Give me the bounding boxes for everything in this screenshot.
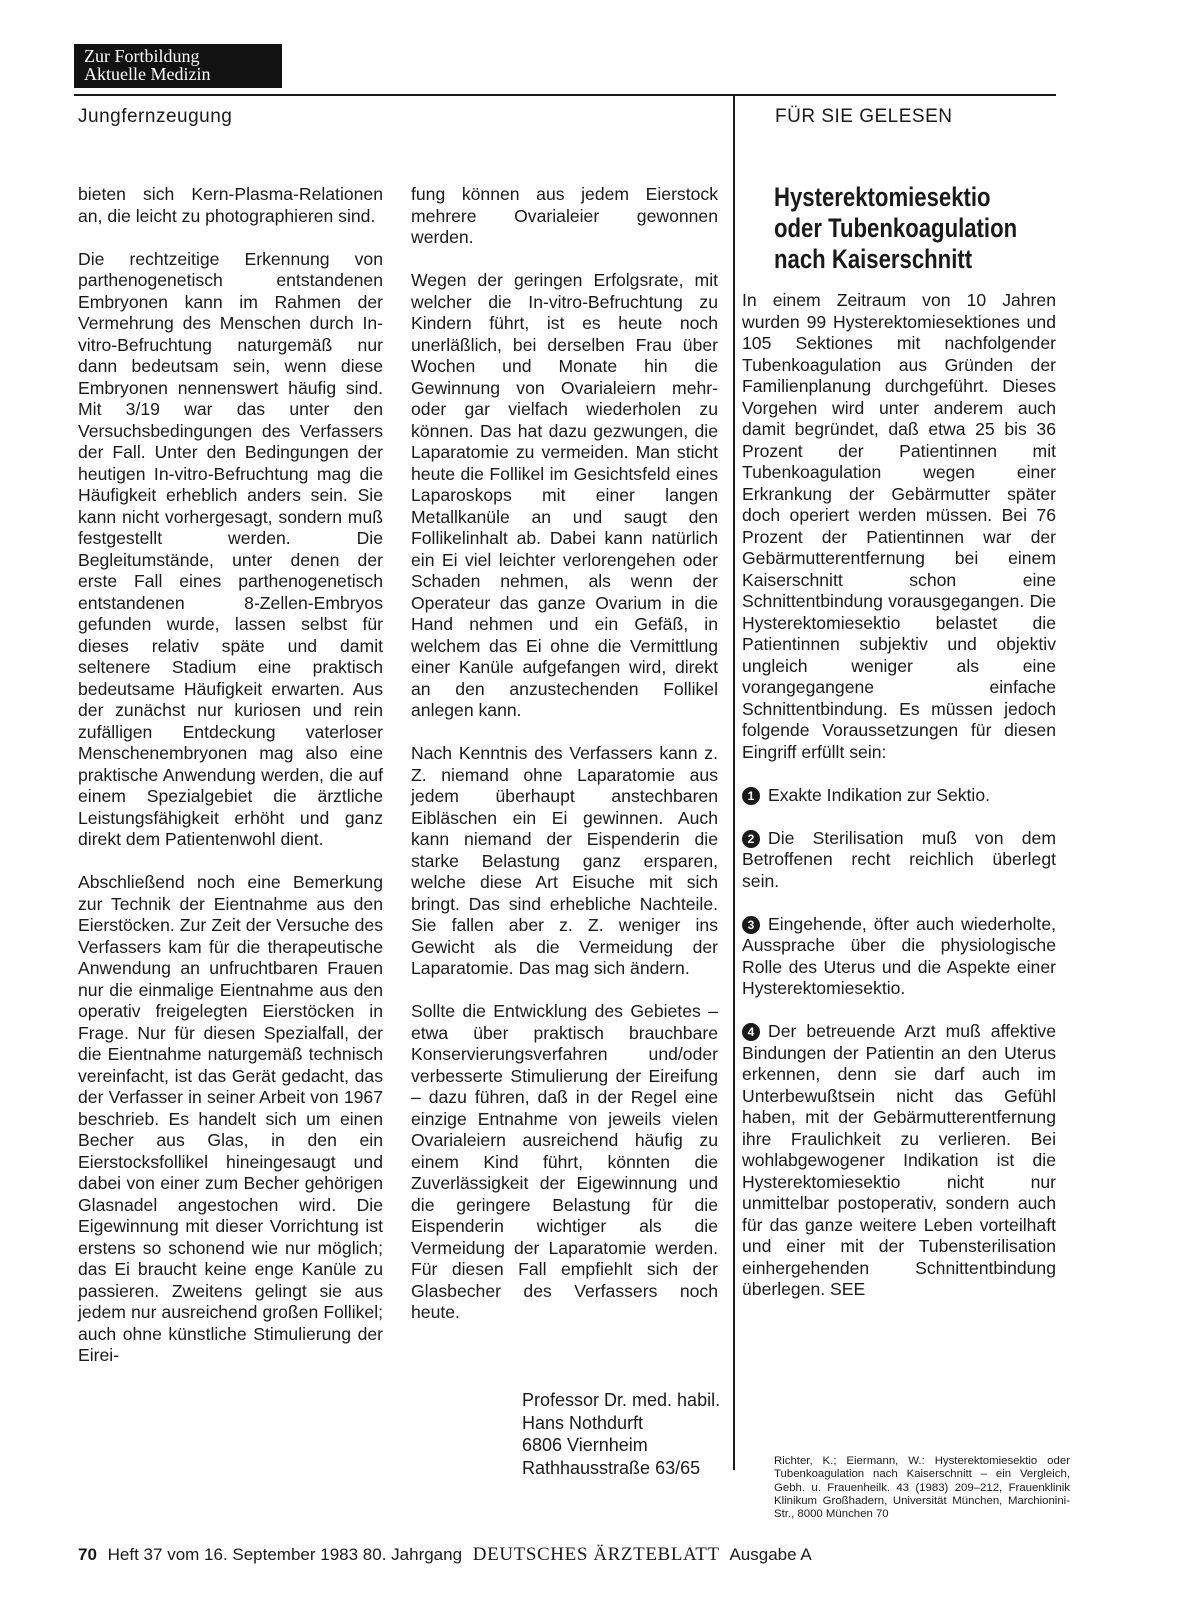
point-text: Exakte Indikation zur Sektio. (768, 784, 990, 805)
number-badge: 2 (742, 830, 760, 848)
paragraph: Wegen der geringen Erfolgsrate, mit welcher die In-vitro-Befruchtung zu Kindern führt, ist es heute noch unerläßlich, bei derselben Frau über Wochen und Monate hin die Gewinnung von Ovarialeiern mehr- oder gar vielfach wiederholen zu können. Das hat dazu gezwungen, die Laparatomie zu vermeiden. Man sticht heute die Follikel im Gesichtsfeld eines Laparoskops mit einer langen Metallkanüle an und saugt den Follikelinhalt ab. Dabei kann natürlich ein Ei viel leichter verlorengehen oder Schaden nehmen, als wenn der Operateur das ganze Ovarium in die Hand nehmen und ein Gefäß, in welchem das Ei ohne die Vermittlung einer Kanüle aufgefangen wird, direkt an den anzustechenden Follikel anlegen kann. (411, 270, 718, 720)
paragraph: Nach Kenntnis des Verfassers kann z. Z. niemand ohne Laparatomie aus jedem überhaupt anstechbaren Eibläschen ein Ei gewinnen. Auch kann niemand der Eispenderin die starke Belastung ganz ersparen, welche diese Art Eisuche mit sich bringt. Das sind erhebliche Nachteile. Sie fallen aber z. Z. weniger ins Gewicht als die Vermeidung der Laparatomie. Das mag sich ändern. (411, 743, 718, 978)
page-footer (78, 1544, 812, 1566)
headline-line: oder Tubenkoagulation (774, 213, 1018, 243)
edition-info: Ausgabe A (729, 1545, 812, 1564)
numbered-point (742, 828, 1056, 893)
numbered-point (742, 785, 1056, 807)
point-text: Eingehende, öfter auch wiederholte, Aussprache über die physiologische Rolle des Uterus und die Aspekte einer Hysterektomiesektio. (742, 913, 1056, 998)
paragraph: bieten sich Kern-Plasma-Relationen an, die leicht zu photographieren sind. (78, 184, 383, 226)
article-headline (774, 182, 1045, 275)
header-line-2: Aktuelle Medizin (84, 64, 211, 84)
number-badge: 1 (742, 787, 760, 805)
paragraph: Die rechtzeitige Erkennung von parthenogenetisch entstandenen Embryonen kann im Rahmen der Vermehrung des Menschen durch In-vitro-Befruchtung naturgemäß nur dann bedeutsam sein, wenn diese Embryonen nennenswert häufig sind. Mit 3/19 war das unter den Versuchsbedingungen des Verfassers der Fall. Unter den Bedingungen der heutigen In-vitro-Befruchtung mag die Häufigkeit erheblich anders sein. Sie kann nicht vorhergesagt, sondern muß festgestellt werden. Die Begleitumstände, unter denen der erste Fall eines parthenogenetisch entstandenen 8-Zellen-Embryos gefunden wurde, lassen selbst für dieses relativ späte und damit seltenere Stadium eine praktisch bedeutsame Häufigkeit erwarten. Aus der zunächst nur kuriosen und rein zufälligen Entdeckung vaterloser Menschenembryonen mag also eine praktische Anwendung werden, die auf einem Spezialgebiet die ärztliche Leistungsfähigkeit erhöht und ganz direkt dem Patientenwohl dient. (78, 248, 383, 849)
signature-line: Professor Dr. med. habil. (522, 1390, 721, 1410)
signature-line: Rathhausstraße 63/65 (522, 1457, 701, 1478)
signature-line: Hans Nothdurft (522, 1412, 644, 1433)
text-column-1 (78, 184, 383, 1367)
bibliographic-reference: Richter, K.; Eiermann, W.: Hysterektomiesektio oder Tubenkoagulation nach Kaiserschnitt – ein Vergleich, Gebh. u. Frauenheilk. 43 (1983) 209–212, Frauenklinik Klinikum Großhadern, Universität München, Marchionini-Str., 8000 München 70 (774, 1455, 1070, 1521)
headline-line: nach Kaiserschnitt (774, 244, 973, 274)
paragraph: Abschließend noch eine Bemerkung zur Technik der Eientnahme aus den Eierstöcken. Zur Zeit der Versuche des Verfassers kam für die therapeutische Anwendung an unfruchtbaren Frauen nur die einmalige Eientnahme aus den operativ freigelegten Eierstöcken in Frage. Nur für diesen Spezialfall, der die Eientnahme naturgemäß technisch vereinfacht, ist das Gerät gedacht, das der Verfasser in seiner Arbeit von 1967 beschrieb. Es handelt sich um einen Becher aus Glas, in den ein Eierstocksfollikel hineingesaugt und dabei von einer zum Becher gehörigen Glasnadel angestochen wird. Die Eigewinnung mit dieser Vorrichtung ist erstens so schonend wie nur möglich; das Ei braucht keine enge Kanüle zu passieren. Zweitens gelingt sie aus jedem nur ausreichend großen Follikel; auch ohne künstliche Stimulierung der Eirei- (78, 872, 383, 1365)
signature-line: 6806 Viernheim (522, 1435, 648, 1455)
headline-line: Hysterektomiesektio (774, 182, 991, 212)
author-signature (522, 1389, 720, 1479)
point-text: Die Sterilisation muß von dem Betroffenen recht reichlich überlegt sein. (742, 827, 1056, 891)
number-badge: 3 (742, 916, 760, 934)
text-column-3 (742, 290, 1056, 1301)
journal-name: DEUTSCHES ÄRZTEBLATT (472, 1544, 720, 1565)
section-title-left: Jungfernzeugung (78, 106, 233, 127)
issue-info: Heft 37 vom 16. September 1983 80. Jahrgang (107, 1545, 463, 1564)
page-number: 70 (78, 1545, 97, 1564)
paragraph: Sollte die Entwicklung des Gebietes – etwa über praktisch brauchbare Konservierungsverfahren und/oder verbesserte Stimulierung der Eireifung – dazu führen, daß in der Regel eine einzige Entnahme von jeweils vielen Ovarialeiern ausreichend häufig zu einem Kind führt, könnten die Zuverlässigkeit der Eigewinnung und die geringere Belastung für die Eispenderin wichtiger als die Vermeidung der Laparatomie werden. Für diesen Fall empfiehlt sich der Glasbecher des Verfassers noch heute. (411, 1001, 718, 1322)
number-badge: 4 (742, 1023, 760, 1041)
paragraph: In einem Zeitraum von 10 Jahren wurden 99 Hysterektomiesektiones und 105 Sektiones mit nachfolgender Tubenkoagulation aus Gründen der Familienplanung durchgeführt. Dieses Vorgehen wird unter anderem auch damit begründet, daß etwa 25 bis 36 Prozent der Patientinnen mit Tubenkoagulation wegen einer Erkrankung der Gebärmutter später doch operiert werden müssen. Bei 76 Prozent der Patientinnen war der Gebärmutterentfernung bei einem Kaiserschnitt schon eine Schnittentbindung vorausgegangen. Die Hysterektomiesektio belastet die Patientinnen subjektiv und objektiv ungleich weniger als eine vorangegangene einfache Schnittentbindung. Es müssen jedoch folgende Voraussetzungen für diesen Eingriff erfüllt sein: (742, 290, 1056, 762)
column-divider (733, 96, 735, 1470)
section-header-box (74, 44, 282, 88)
top-rule (74, 94, 1056, 96)
numbered-point (742, 914, 1056, 1000)
text-column-2 (411, 184, 718, 1324)
point-text: Der betreuende Arzt muß affektive Bindungen der Patientin an den Uterus erkennen, denn sie darf auch im Unterbewußtsein nicht das Gefühl haben, mit der Gebärmutterentfernung ihre Fraulichkeit zu verlieren. Bei wohlabgewogener Indikation ist die Hysterektomiesektio nicht nur unmittelbar postoperativ, sondern auch für das ganze weitere Leben vorteilhaft und einer mit der Tubensterilisation einhergehenden Schnittentbindung überlegen. SEE (742, 1021, 1056, 1299)
section-title-right: FÜR SIE GELESEN (775, 106, 953, 127)
paragraph: fung können aus jedem Eierstock mehrere Ovarialeier gewonnen werden. (411, 184, 718, 247)
numbered-point (742, 1021, 1056, 1301)
header-line-1: Zur Fortbildung (84, 46, 200, 66)
